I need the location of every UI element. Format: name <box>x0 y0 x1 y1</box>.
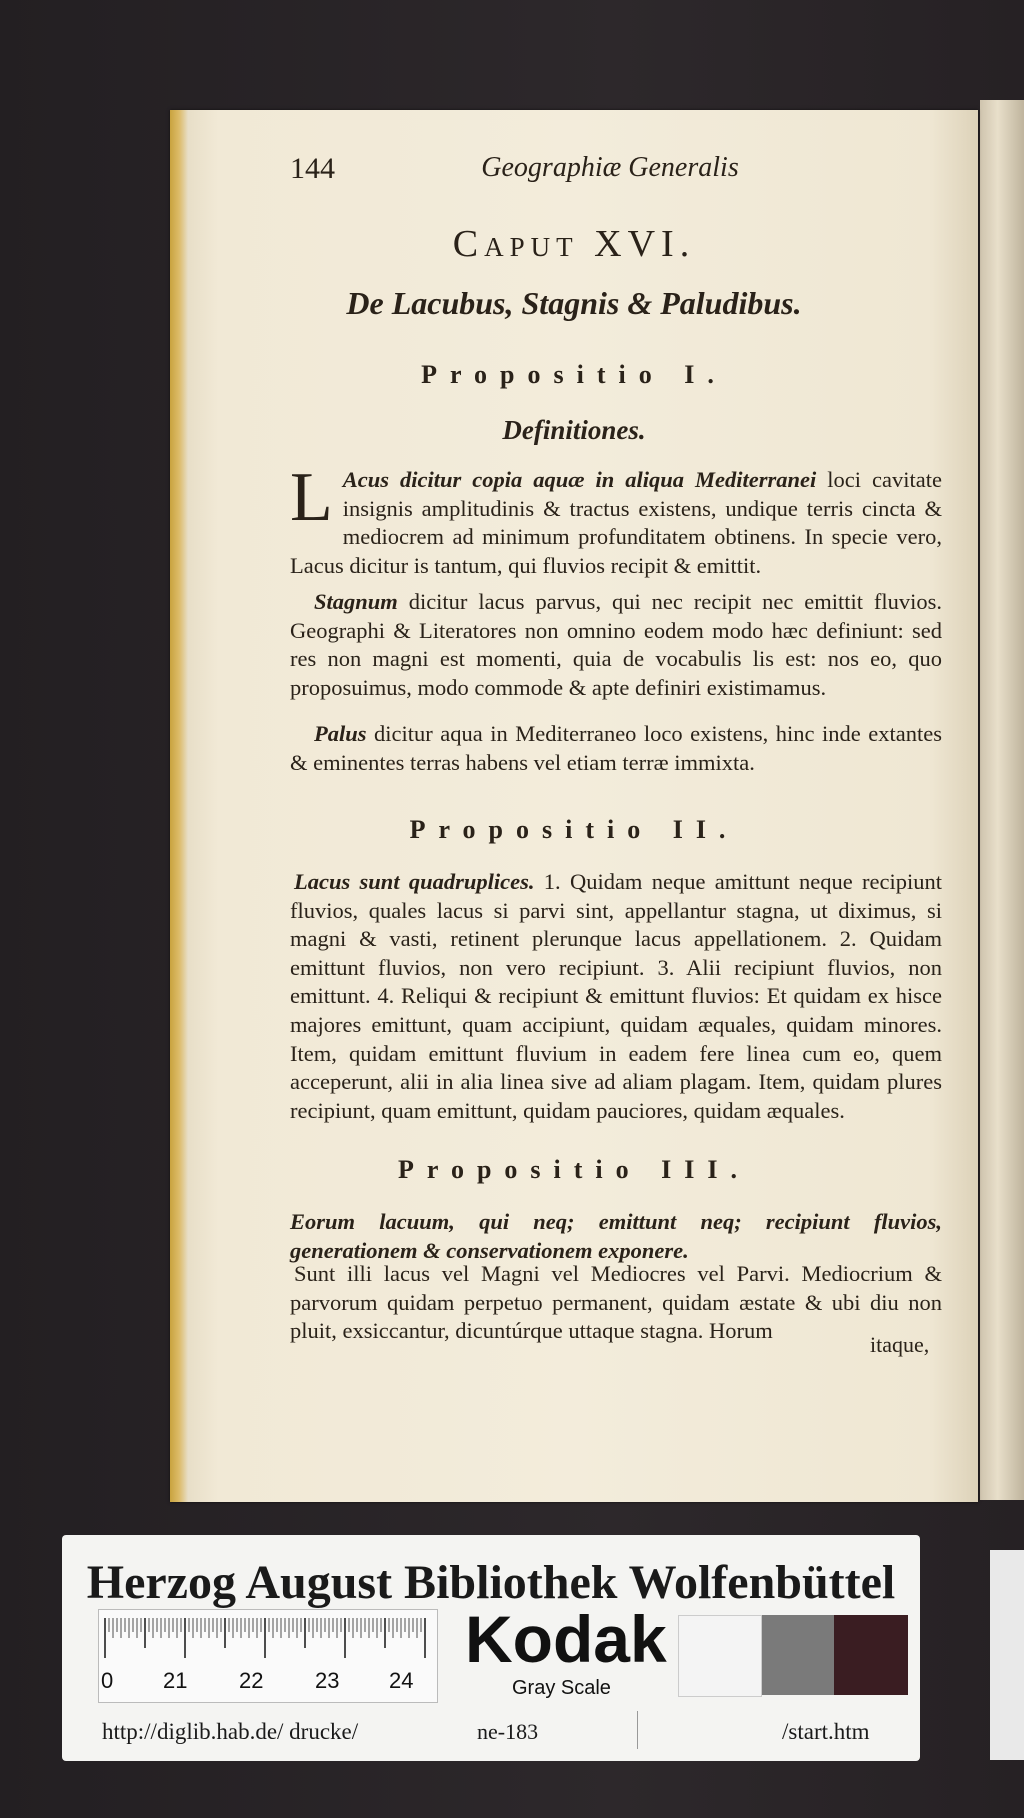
drop-cap: L <box>290 459 333 536</box>
facing-page-edge <box>980 100 1024 1500</box>
ruler-ticks <box>99 1610 437 1670</box>
chapter-title: De Lacubus, Stagnis & Paludibus. <box>346 285 802 321</box>
library-name: Herzog August Bibliothek Wolfenbüttel <box>86 1556 896 1609</box>
paragraph-proposition-3: Eorum lacuum, qui neq; emittunt neq; recipiunt fluvios, generationem & conservationem exponere. <box>290 1209 942 1263</box>
ruler-number: 0 <box>101 1668 114 1693</box>
proposition-heading: Propositio III. <box>398 1155 750 1184</box>
ruler-number: 21 <box>163 1668 188 1693</box>
paragraph-sunt-illi: Sunt illi lacus vel Magni vel Mediocres vel Parvi. Mediocrium & parvorum quidam perpetuo permanent, quidam æstate & ubi diu non pluit, exsiccantur, dicuntúrque uttaque stagna. Horum <box>290 1261 942 1344</box>
proposition-heading: Propositio II. <box>409 815 739 844</box>
kodak-logo: Kodak <box>465 1602 667 1676</box>
dark-swatch <box>834 1615 908 1695</box>
book-page <box>170 110 978 1502</box>
proposition-heading: Propositio I. <box>421 360 727 389</box>
ruler-number: 23 <box>315 1668 340 1693</box>
chapter-heading: Caput XVI. <box>452 223 696 265</box>
start-page-link[interactable]: /start.htm <box>782 1719 870 1744</box>
right-edge-tab <box>990 1550 1024 1760</box>
paragraph-quadruplices: Lacus sunt quadruplices. 1. Quidam neque amittunt neque recipiunt fluvios, quales lacus si parvi sint, appellantur stagna, ut diximus, si magni & vasti, retinent plerunque lacus appellationem. 2. Quidam emittunt fluvios, non vero recipiunt. 3. Alii recipiunt fluvios, non emittunt. 4. Reliqui & recipiunt & emittunt fluvios: Et quidam ex hisce majores emittunt, quam accipiunt, quidam æquales, quidam minores. Item, quidam emittunt fluvium in eadem fere linea cum eo, quem acceperunt, alii in alia linea sive ad aliam plagam. Item, quidam plures recipiunt, quam emittunt, quidam pauciores, quidam æquales. <box>290 869 942 1123</box>
paragraph-palus: Palus dicitur aqua in Mediterraneo loco existens, hinc inde extantes & eminentes terras habens vel etiam terræ immixta. <box>290 721 942 775</box>
paragraph-stagnum: Stagnum dicitur lacus parvus, qui nec recipit nec emittit fluvios. Geographi & Literatores non omnino eodem modo hæc definiunt: sed res non magni est momenti, quia de vocabulis lis est: nos eo, quo proposuimus, modo commode & apte definiri existimamus. <box>290 589 942 700</box>
shelfmark: ne-183 <box>477 1719 539 1744</box>
definitions-heading: Definitiones. <box>502 415 646 445</box>
digital-library-url[interactable]: http://diglib.hab.de/ drucke/ <box>102 1719 359 1744</box>
library-label-card <box>62 1535 920 1761</box>
white-swatch <box>678 1615 762 1697</box>
measurement-ruler <box>98 1609 438 1703</box>
gilt-page-edge <box>170 110 188 1502</box>
ruler-number: 22 <box>239 1668 264 1693</box>
catchword: itaque, <box>870 1332 930 1357</box>
paragraph-lacus: L Acus dicitur copia aquæ in aliqua Mediterranei loci cavitate insignis amplitudinis & tractus existens, undique terris cincta & mediocrem ad minimum profunditatem obtinens. In specie vero, Lacus dicitur is tantum, qui fluvios recipit & emittit. <box>290 459 942 578</box>
gray-scale-label: Gray Scale <box>512 1677 611 1699</box>
page-number: 144 <box>290 152 335 185</box>
gray-swatch <box>762 1615 834 1695</box>
running-title: Geographiæ Generalis <box>481 152 739 183</box>
ruler-number: 24 <box>389 1668 414 1693</box>
page-header <box>290 152 930 192</box>
